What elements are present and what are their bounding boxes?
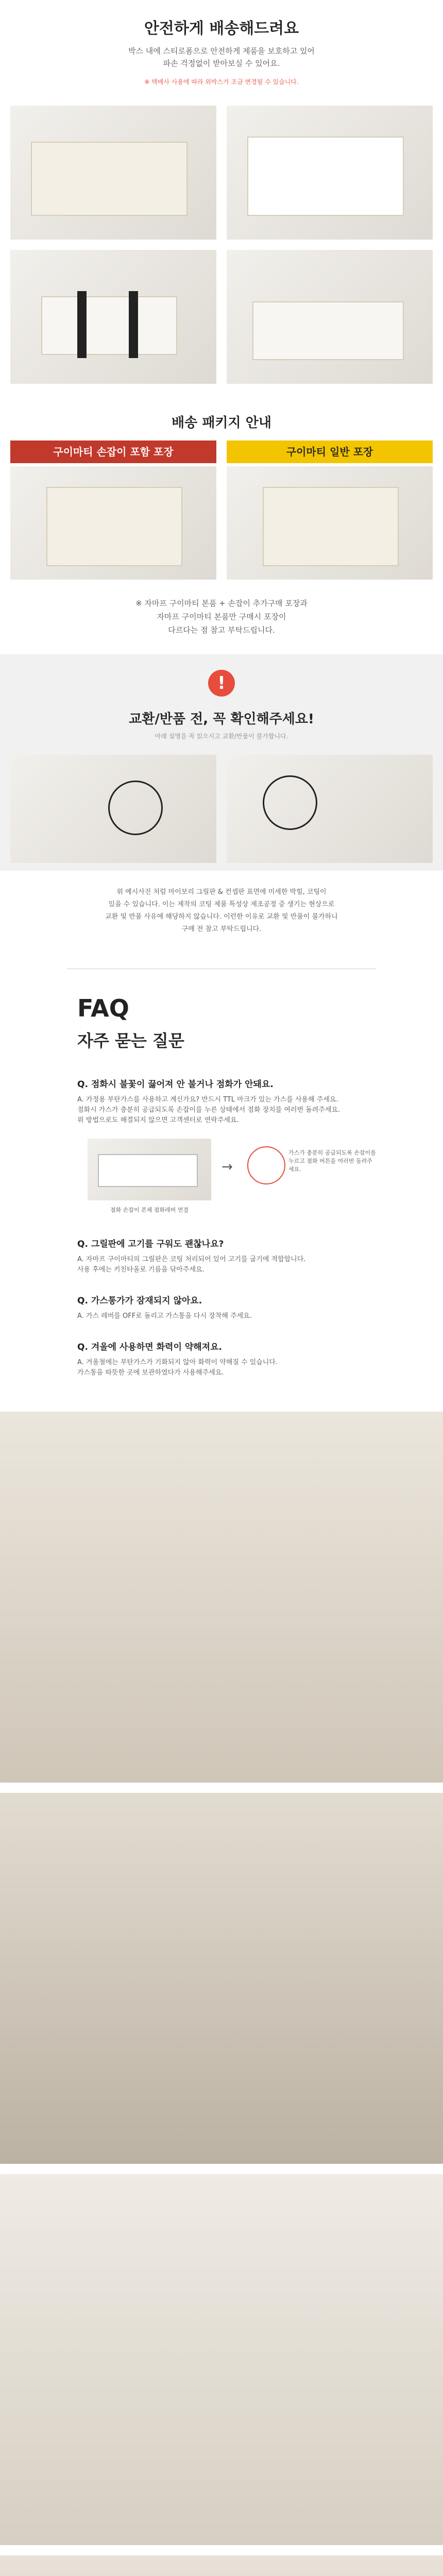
faq-a1-line3: 위 방법으로도 해결되지 않으면 고객센터로 연락주세요. <box>77 1116 239 1124</box>
package-title: 배송 패키지 안내 <box>172 415 271 431</box>
normal-package-photo <box>227 466 433 580</box>
faq-title-kr: 자주 묻는 질문 <box>77 1031 184 1050</box>
faq-diagram-zoom <box>247 1146 285 1184</box>
exchange-warn-body-1: 위 예시사진 처럼 마이보리 그릴판 & 컨셉판 표면에 미세한 박힘, 코팅이 <box>116 888 327 896</box>
delivery-desc-1: 박스 내에 스티로폼으로 안전하게 제품을 보호하고 있어 <box>128 46 315 56</box>
faq-a2-line1: A. 자마프 구이마티의 그릴판은 코팅 처리되어 있어 고기를 굽기에 적합합니다. <box>77 1256 306 1263</box>
package-caption-3: 다르다는 점 참고 부탁드립니다. <box>168 625 275 635</box>
faq-a1-line2: 점화시 가스가 충분히 공급되도록 손잡이를 누른 상태에서 점화 장치를 여러번 돌려주세요. <box>77 1106 340 1114</box>
faq-q1: Q. 점화시 불꽃이 끓어져 안 불거나 점화가 안돼요. <box>77 1079 274 1090</box>
lifestyle-photo-4 <box>0 2555 443 2576</box>
faq-diagram-product <box>88 1139 211 1200</box>
arrow-right-icon: → <box>222 1159 233 1175</box>
product-strapped-photo <box>10 250 216 384</box>
exchange-warn-body-4: 구매 전 참고 부탁드립니다. <box>181 925 262 933</box>
faq-diagram-caption-right: 가스가 충분히 공급되도록 손잡이를 누르고 점화 버튼을 여러번 돌려주세요. <box>288 1149 376 1173</box>
warning-icon: ! <box>208 670 235 697</box>
lifestyle-photo-1 <box>0 1412 443 1783</box>
exchange-warn-body-2: 있을 수 있습니다. 이는 제작의 코팅 제품 특성상 제조공정 중 생기는 현상으로 <box>108 901 335 908</box>
label-normal-package: 구이마티 일반 포장 <box>227 440 433 463</box>
lifestyle-photo-2 <box>0 1793 443 2164</box>
lifestyle-photo-3 <box>0 2174 443 2545</box>
handle-package-photo <box>10 466 216 580</box>
faq-a3-line1: A. 가스 레버를 OFF로 돌리고 가스통을 다시 장착해 주세요. <box>77 1312 252 1320</box>
faq-q4: Q. 겨울에 사용하면 화력이 약해져요. <box>77 1342 222 1352</box>
exchange-warn-subtitle: 아래 설명을 꼭 읽으시고 교환/반품이 불가합니다. <box>155 733 288 740</box>
faq-a2-line2: 사용 후에는 키친타올로 기름을 닦아주세요. <box>77 1266 205 1274</box>
faq-q3: Q. 가스통가가 잠재되지 않아요. <box>77 1296 202 1306</box>
faq-diagram-caption-left: 점화 손잡이 본체 점화레버 연결 <box>110 1207 189 1213</box>
faq-title-en: FAQ <box>77 994 129 1022</box>
exchange-warn-body-3: 교환 및 반품 사유에 해당하지 않습니다. 이런한 이유로 교환 및 반품이 불가하니 <box>105 913 338 921</box>
surface-defect-photo-1 <box>10 755 216 863</box>
delivery-title: 안전하게 배송해드려요 <box>144 20 299 38</box>
faq-a4-line2: 가스통을 따뜻한 곳에 보관하였다가 사용해주세요. <box>77 1369 224 1377</box>
box-photo-closed <box>10 106 216 240</box>
faq-q2: Q. 그릴판에 고기를 구워도 괜찮나요? <box>77 1239 224 1249</box>
box-photo-open <box>227 106 433 240</box>
surface-defect-photo-2 <box>227 755 433 863</box>
exchange-warn-title: 교환/반품 전, 꼭 확인해주세요! <box>129 711 314 727</box>
package-caption-2: 자마프 구이마티 본품만 구매시 포장이 <box>157 612 286 621</box>
package-caption-1: ※ 자마프 구이마티 본품 + 손잡이 추가구매 포장과 <box>135 599 308 608</box>
delivery-desc-2: 파손 걱정없이 받아보실 수 있어요. <box>163 59 280 68</box>
product-unwrapped-photo <box>227 250 433 384</box>
faq-a1-line1: A. 가정용 부탄가스를 사용하고 계신가요? 반드시 TTL 마크가 있는 가스를 사용해 주세요. <box>77 1096 338 1104</box>
faq-a4-line1: A. 겨울철에는 부탄가스가 기화되지 않아 화력이 약해질 수 있습니다. <box>77 1359 278 1366</box>
delivery-note: ※ 택배사 사용에 따라 외박스가 조금 변경될 수 있습니다. <box>144 78 299 86</box>
label-handle-package: 구이마티 손잡이 포함 포장 <box>10 440 216 463</box>
